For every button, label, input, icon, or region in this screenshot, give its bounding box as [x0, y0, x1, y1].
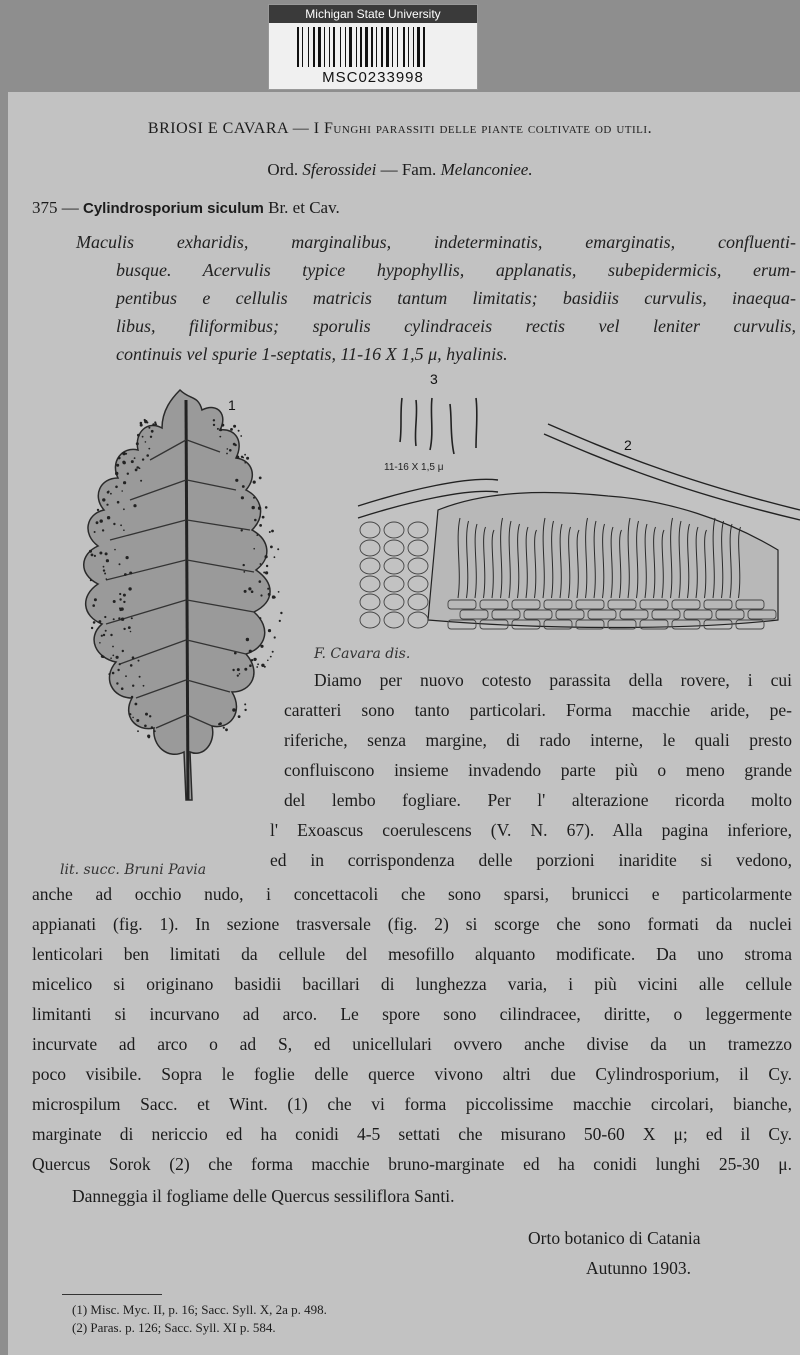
body-line: marginate di nericcio ed ha conidi 4-5 settati che misurano 50-60 X μ; ed il Cy. — [32, 1124, 792, 1144]
latin-line: busque. Acervulis typice hypophyllis, applanatis, subepidermicis, erum- — [116, 260, 796, 280]
work-title: Funghi parassiti delle piante coltivate od utili. — [324, 120, 653, 137]
signoff-date: Autunno 1903. — [586, 1258, 691, 1278]
body-line: incurvate ad arco o ad S, ed unicellulari ovvero anche divise da un tramezzo — [32, 1034, 792, 1054]
lithographer-signature: lit. succ. Bruni Pavia — [60, 862, 207, 878]
figure-3-caption: 11-16 X 1,5 μ — [384, 462, 444, 473]
latin-line: continuis vel spurie 1-septatis, 11-16 X 1,5 μ, hyalinis. — [116, 344, 508, 364]
figure-1-label: 1 — [228, 397, 236, 413]
classification-line — [0, 160, 800, 180]
figure-2-label: 2 — [624, 437, 632, 453]
body-line: Quercus Sorok (2) che forma macchie bruno-marginate ed ha conidi lunghi 25-30 μ. — [32, 1154, 792, 1174]
species-name: Cylindrosporium siculum — [83, 200, 264, 217]
figure-3-label: 3 — [430, 371, 438, 387]
institution-name: Michigan State University — [269, 5, 477, 23]
body-line: caratteri sono tanto particolari. Forma macchie aride, pe- — [284, 700, 792, 720]
body-line: riferiche, senza margine, di rado interne, le quali presto — [284, 730, 792, 750]
species-heading — [32, 198, 340, 218]
latin-line: libus, filiformibus; sporulis cylindraceis rectis vel leniter curvulis, — [116, 316, 796, 336]
footnote-1: (1) Misc. Myc. II, p. 16; Sacc. Syll. X, 2a p. 498. — [72, 1302, 327, 1317]
body-line: appianati (fig. 1). In sezione trasversale (fig. 2) si scorge che sono formati da nuclei — [32, 914, 792, 934]
artist-signature: F. Cavara dis. — [314, 646, 411, 662]
family-prefix: — Fam. — [376, 160, 441, 179]
latin-line: Maculis exharidis, marginalibus, indeterminatis, emarginatis, confluenti- — [76, 232, 796, 252]
body-line: del lembo fogliare. Per l' alterazione ricorda molto — [284, 790, 792, 810]
family-name: Melanconiee. — [440, 160, 533, 179]
page-header — [0, 120, 800, 138]
order-prefix: Ord. — [267, 160, 303, 179]
latin-line: pentibus e cellulis matricis tantum limitatis; basidiis curvulis, inaequa- — [116, 288, 796, 308]
barcode-label — [268, 4, 478, 90]
specimen-id: MSC0233998 — [322, 69, 424, 86]
cross-section-illustration — [348, 420, 800, 640]
species-number: 375 — — [32, 198, 83, 217]
body-line: confluiscono insieme invadendo parte più o meno grande — [284, 760, 792, 780]
body-line: micelico si originano basidii bacillari di lunghezza varia, i più vicini alle cellule — [32, 974, 792, 994]
body-line: limitanti si incurvano ad arco. Le spore sono cilindracee, diritte, o leggermente — [32, 1004, 792, 1024]
body-line: lenticolari ben limitati da cellule del mesofillo alquanto modificate. Da uno stroma — [32, 944, 792, 964]
body-line: Diamo per nuovo cotesto parassita della rovere, i cui — [314, 670, 792, 690]
footnote-separator — [62, 1294, 162, 1295]
body-line: ed in corrispondenza delle porzioni inaridite si vedono, — [270, 850, 792, 870]
body-line: microspilum Sacc. et Wint. (1) che vi forma piccolissime macchie circolari, bianche, — [32, 1094, 792, 1114]
footnote-2: (2) Paras. p. 126; Sacc. Syll. XI p. 584. — [72, 1320, 276, 1335]
authors: BRIOSI E CAVARA — [147, 120, 289, 137]
body-line: poco visibile. Sopra le foglie delle querce vivono altri due Cylindrosporium, il Cy. — [32, 1064, 792, 1084]
body-line: Danneggia il fogliame delle Quercus sessiliflora Santi. — [72, 1186, 455, 1206]
order-name: Sferossidei — [302, 160, 377, 179]
header-dash: — I — [288, 120, 325, 137]
body-line: l' Exoascus coerulescens (V. N. 67). Alla pagina inferiore, — [270, 820, 792, 840]
body-line: anche ad occhio nudo, i concettacoli che sono sparsi, brunicci e particolarmente — [32, 884, 792, 904]
species-authority: Br. et Cav. — [263, 198, 340, 217]
oak-leaf-illustration — [40, 380, 320, 860]
barcode-bars — [297, 27, 449, 67]
signoff-place: Orto botanico di Catania — [528, 1228, 701, 1248]
